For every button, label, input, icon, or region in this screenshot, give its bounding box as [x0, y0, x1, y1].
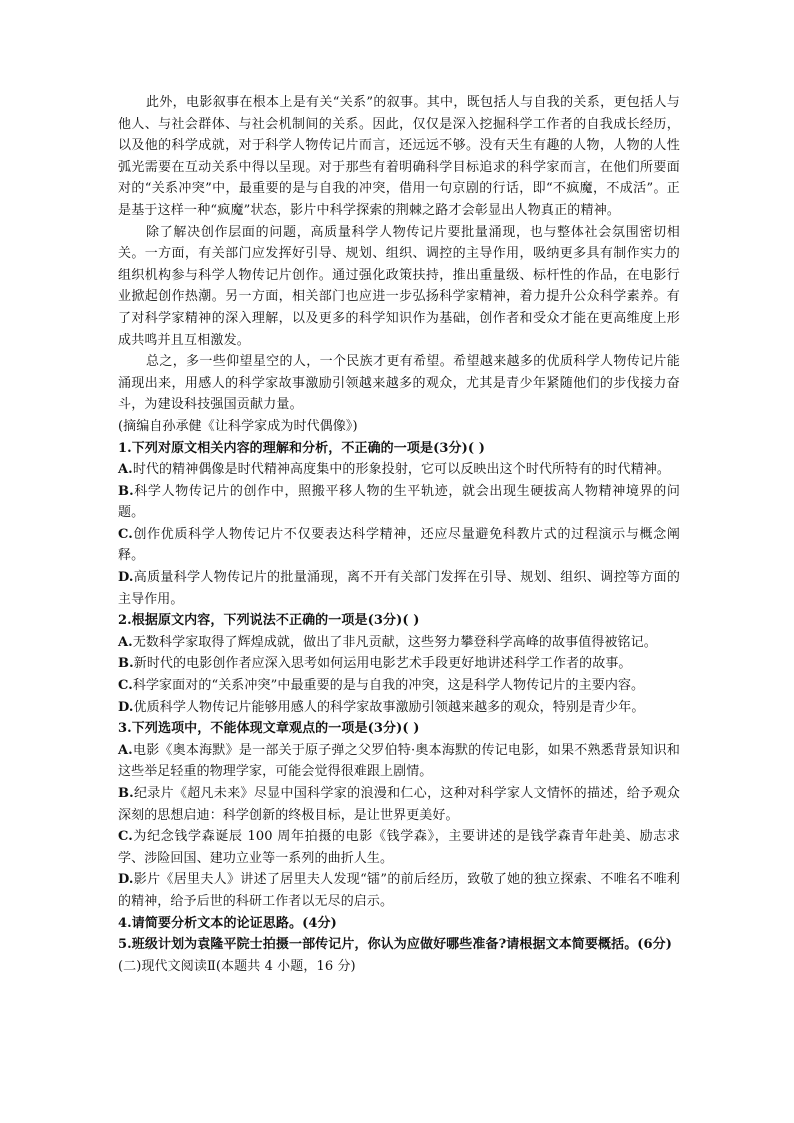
paragraph-1: 此外，电影叙事在根本上是有关“关系”的叙事。其中，既包括人与自我的关系，更包括人与他人、与社会群体、与社会机制间的关系。因此，仅仅是深入挖掘科学工作者的自我成长经历，以及他的科学成就，对于科学人物传记片而言，还远远不够。没有天生有趣的人物，人物的人性弧光需要在互动关系中得以呈现。对于那些有着明确科学目标追求的科学家而言，在他们所要面对的“关系冲突”中，最重要的是与自我的冲突，借用一句京剧的行话，即“不疯魔，不成活”。正是基于这样一种“疯魔”状态，影片中科学探索的荆棘之路才会彰显出人物真正的精神。: [118, 95, 680, 218]
source-citation: (摘编自孙承健《让科学家成为时代偶像》): [118, 418, 358, 434]
option-label: A.: [118, 462, 133, 478]
question-1-stem: 1.下列对原文相关内容的理解和分析，不正确的一项是(3分)( ): [118, 440, 485, 456]
question-2-option-b: [118, 653, 680, 675]
option-label: B.: [118, 786, 134, 801]
option-text: 创作优质科学人物传记片不仅要表达科学精神，还应尽量避免科教片式的过程演示与概念阐释。: [118, 526, 680, 564]
option-text: 影片《居里夫人》讲述了居里夫人发现“镭”的前后经历，致敬了她的独立探索、不唯名不唯利的精神，给予后世的科研工作者以无尽的启示。: [118, 872, 680, 909]
option-text: 电影《奥本海默》是一部关于原子弹之父罗伯特·奥本海默的传记电影，如果不熟悉背景知识和这些举足轻重的物理学家，可能会觉得很难跟上剧情。: [118, 742, 680, 780]
paragraph-3: 总之，多一些仰望星空的人，一个民族才更有希望。希望越来越多的优质科学人物传记片能涌现出来，用感人的科学家故事激励引领越来越多的观众，尤其是青少年紧随他们的步伐接力奋斗，为建设科技强国贡献力量。: [118, 354, 680, 413]
document-page: [118, 92, 680, 977]
option-label: A.: [118, 742, 133, 758]
question-3-option-b: [118, 783, 680, 826]
question-3-stem: 3.下列选项中，不能体现文章观点的一项是(3分)( ): [118, 721, 420, 737]
question-2-option-c: [118, 675, 680, 697]
paragraph-2: 除了解决创作层面的问题，高质量科学人物传记片要批量涌现，也与整体社会氛围密切相关。一方面，有关部门应发挥好引导、规划、组织、调控的主导作用，吸纳更多具有制作实力的组织机构参与科学人物传记片创作。通过强化政策扶持，推出重量级、标杆性的作品，在电影行业掀起创作热潮。另一方面，相关部门也应进一步弘扬科学家精神，着力提升公众科学素养。有了对科学家精神的深入理解，以及更多的科学知识作为基础，创作者和受众才能在更高维度上形成共鸣并且互相激发。: [118, 224, 680, 348]
question-5-stem: 5.班级计划为袁隆平院士拍摄一部传记片，你认为应做好哪些准备?请根据文本简要概括。(6分): [118, 937, 673, 953]
option-label: D.: [118, 699, 134, 715]
option-text: 为纪念钱学森诞辰 100 周年拍摄的电影《钱学森》，主要讲述的是钱学森青年赴美、励志求学、涉险回国、建功立业等一系列的曲折人生。: [118, 829, 680, 866]
option-label: C.: [118, 678, 133, 694]
question-2-option-d: [118, 697, 680, 719]
question-1-option-b: [118, 481, 680, 524]
option-label: A.: [118, 634, 133, 650]
option-text: 无数科学家取得了辉煌成就，做出了非凡贡献，这些努力攀登科学高峰的故事值得被铭记。: [132, 634, 657, 650]
option-text: 科学家面对的“关系冲突”中最重要的是与自我的冲突，这是科学人物传记片的主要内容。: [132, 678, 645, 694]
option-text: 科学人物传记片的创作中，照搬平移人物的生平轨迹，就会出现生硬拔高人物精神境界的问题。: [118, 483, 680, 521]
option-label: B.: [118, 483, 134, 499]
question-3-option-a: [118, 740, 680, 783]
option-label: C.: [118, 829, 133, 845]
question-3-option-c: [118, 826, 680, 869]
question-2-stem: 2.根据原文内容，下列说法不正确的一项是(3分)( ): [118, 613, 420, 629]
option-text: 优质科学人物传记片能够用感人的科学家故事激励引领越来越多的观众，特别是青少年。: [133, 699, 645, 715]
option-text: 纪录片《超凡未来》尽显中国科学家的浪漫和仁心，这种对科学家人文情怀的描述，给予观众深刻的思想启迪：科学创新的终极目标，是让世界更美好。: [118, 786, 680, 823]
option-label: D.: [118, 872, 134, 888]
question-3-option-d: [118, 869, 680, 912]
question-1-option-d: [118, 567, 680, 610]
option-label: B.: [118, 656, 134, 672]
option-label: C.: [118, 526, 133, 542]
option-label: D.: [118, 570, 134, 586]
question-4-stem: 4.请简要分析文本的论证思路。(4分): [118, 915, 337, 931]
option-text: 时代的精神偶像是时代精神高度集中的形象投射，它可以反映出这个时代所特有的时代精神。: [132, 462, 670, 478]
question-1-option-c: [118, 524, 680, 567]
question-1-option-a: [118, 459, 680, 481]
section-heading: (二)现代文阅读Ⅱ(本题共 4 小题，16 分): [118, 958, 356, 974]
option-text: 新时代的电影创作者应深入思考如何运用电影艺术手段更好地讲述科学工作者的故事。: [133, 656, 632, 672]
option-text: 高质量科学人物传记片的批量涌现，离不开有关部门发挥在引导、规划、组织、调控等方面的主导作用。: [118, 570, 680, 607]
question-2-option-a: [118, 632, 680, 654]
